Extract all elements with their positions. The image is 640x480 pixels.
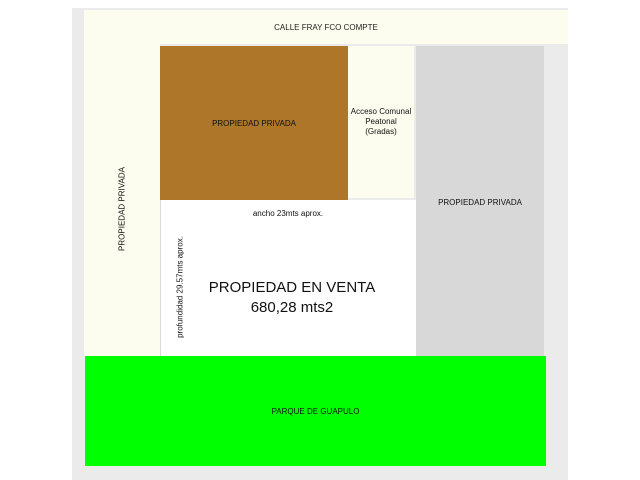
park-guapulo [85,356,546,466]
street-label: CALLE FRAY FCO COMPTE [274,22,378,32]
acceso-label-line2: Peatonal [365,117,397,126]
lot-right-label: PROPIEDAD PRIVADA [438,197,522,207]
sale-width-label: ancho 23mts aprox. [252,209,324,218]
lot-acceso-comunal [348,46,414,198]
sale-depth-label: profundidad 29.57mts aprox. [175,236,185,338]
acceso-label-line1: Acceso Comunal [350,107,412,116]
lot-brown-private [160,46,348,200]
sale-title: PROPIEDAD EN VENTA [208,279,376,296]
acceso-label-line3: (Gradas) [365,127,397,136]
lot-left-label: PROPIEDAD PRIVADA [117,167,127,251]
sale-area: 680,28 mts2 [250,299,334,316]
park-label: PARQUE DE GUAPULO [271,406,360,416]
lot-right-private [416,46,544,358]
lot-brown-label: PROPIEDAD PRIVADA [212,118,296,128]
sale-title-block [190,278,394,318]
street-calle-fray [84,10,568,44]
